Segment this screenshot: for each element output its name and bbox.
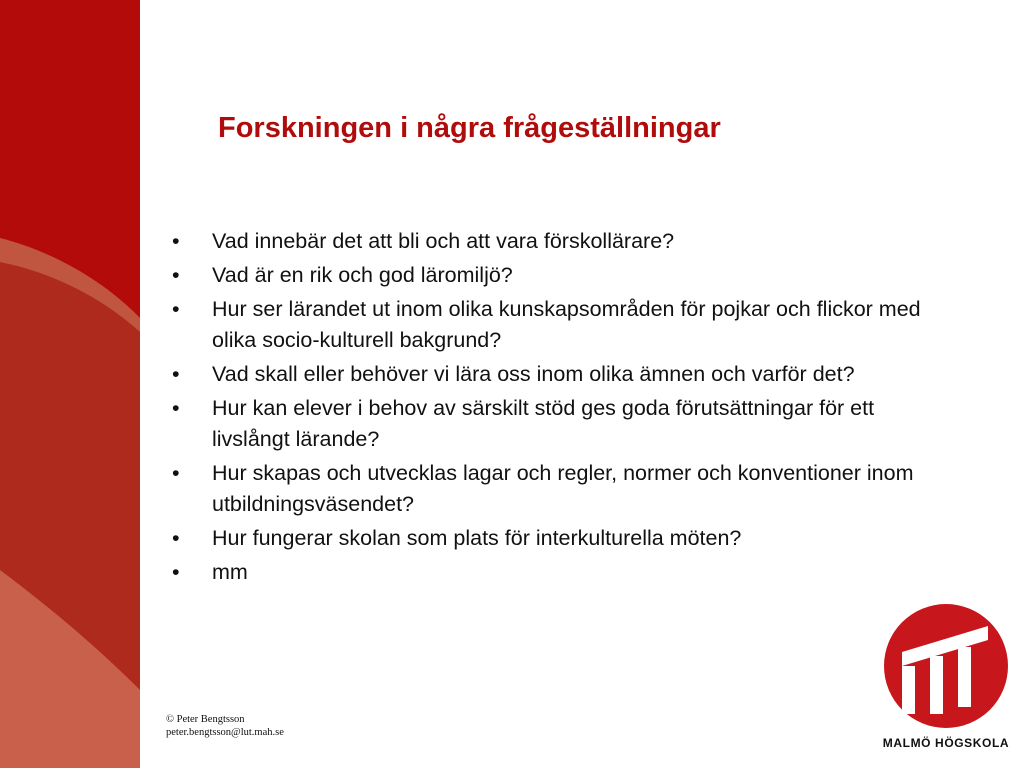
bullet-symbol: • [172, 560, 180, 584]
bullet-text: Hur fungerar skolan som plats för interkulturella möten? [212, 526, 742, 550]
bullet-symbol: • [172, 526, 180, 550]
bullet-symbol: • [172, 263, 180, 287]
bullet-text: Vad är en rik och god läromiljö? [212, 263, 513, 287]
logo-emblem-icon [872, 600, 1020, 732]
bullet-item [168, 458, 948, 520]
bullet-symbol: • [172, 461, 180, 485]
bullet-text: Hur skapas och utvecklas lagar och regler, normer och konventioner inom utbildningsväsendet? [212, 461, 914, 516]
bullet-symbol: • [172, 362, 180, 386]
footer-email: peter.bengtsson@lut.mah.se [166, 727, 284, 738]
bullet-item [168, 226, 948, 257]
bullet-text: Vad innebär det att bli och att vara förskollärare? [212, 229, 675, 253]
bullet-text: Hur kan elever i behov av särskilt stöd ges goda förutsättningar för ett livslångt lärande? [212, 396, 875, 451]
bullet-item [168, 523, 948, 554]
decorative-side-band [0, 0, 140, 768]
logo-wordmark: MALMÖ HÖGSKOLA [882, 736, 1010, 750]
bullet-item [168, 393, 948, 455]
malmo-hogskola-logo [872, 600, 1020, 760]
bullet-symbol: • [172, 229, 180, 253]
bullet-item [168, 557, 948, 588]
bullet-symbol: • [172, 297, 180, 321]
bullet-list [168, 226, 948, 591]
bullet-text: Vad skall eller behöver vi lära oss inom olika ämnen och varför det? [212, 362, 855, 386]
bullet-symbol: • [172, 396, 180, 420]
bullet-item [168, 359, 948, 390]
footer-credit [166, 713, 284, 739]
slide-title: Forskningen i några frågeställningar [218, 112, 721, 144]
bullet-text: mm [212, 560, 248, 584]
footer-author: © Peter Bengtsson [166, 714, 245, 725]
bullet-text: Hur ser lärandet ut inom olika kunskapsområden för pojkar och flickor med olika socio-kulturell bakgrund? [212, 297, 921, 352]
bullet-item [168, 260, 948, 291]
bullet-item [168, 294, 948, 356]
